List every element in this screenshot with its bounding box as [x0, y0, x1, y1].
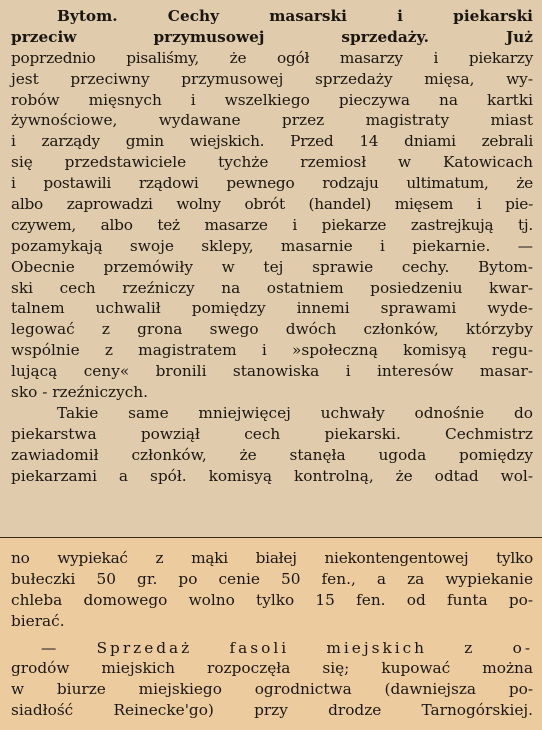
body-line: grodów miejskich rozpoczęła się; kupować można: [11, 659, 533, 678]
body-line: poprzednio pisaliśmy, że ogół masarzy i piekarzy: [11, 48, 533, 67]
body-line: Obecnie przemówiły w tej sprawie cechy. Bytom-: [11, 257, 533, 276]
body-line: wspólnie z magistratem i »społeczną komisyą regu-: [11, 341, 533, 360]
body-line: no wypiekać z mąki białej niekontengentowej tylko: [11, 549, 533, 567]
body-line: chleba domowego wolno tylko 15 fen. od funta po-: [11, 590, 533, 609]
headline-line: przeciw przymusowej sprzedaży. Już: [11, 27, 533, 46]
body-line: talnem uchwalił pomiędzy innemi sprawami wyde-: [11, 299, 533, 318]
article-column-bottom: [0, 538, 542, 730]
body-line: jest przeciwny przymusowej sprzedaży mięsa, wy-: [11, 69, 533, 88]
body-line: ski cech rzeźniczy na ostatniem posiedzeniu kwar-: [11, 278, 533, 297]
body-line: bułeczki 50 gr. po cenie 50 fen., a za wypiekanie: [11, 569, 533, 588]
headline-line: Bytom. Cechy masarski i piekarski: [57, 7, 533, 25]
body-line: siadłość Reinecke'go) przy drodze Tarnogórskiej.: [11, 701, 533, 720]
body-line: sko - rzeźniczych.: [11, 383, 148, 402]
body-line: się przedstawiciele tychże rzemiosł w Katowicach: [11, 153, 533, 172]
body-line: Takie same mniejwięcej uchwały odnośnie do: [57, 403, 533, 422]
body-line: bierać.: [11, 611, 65, 630]
body-line: legować z grona swego dwóch członków, którzyby: [11, 320, 533, 339]
body-line: pozamykają swoje sklepy, masarnie i piekarnie. —: [11, 236, 533, 255]
body-line: piekarzami a spół. komisyą kontrolną, że odtad wol-: [11, 466, 533, 485]
body-line: albo zaprowadzi wolny obrót (handel) mięsem i pie-: [11, 195, 533, 214]
body-line: żywnościowe, wydawane przez magistraty miast: [11, 111, 533, 130]
body-line: robów mięsnych i wszelkiego pieczywa na kartki: [11, 90, 533, 109]
body-line: zawiadomił członków, że stanęła ugoda pomiędzy: [11, 445, 533, 464]
section-heading-line: — Sprzedaż fasoli miejskich z o-: [41, 638, 533, 657]
body-line: czywem, albo też masarze i piekarze zastrejkują tj.: [11, 215, 533, 234]
body-line: i postawili rządowi pewnego rodzaju ultimatum, że: [11, 174, 533, 193]
body-line: piekarstwa powziął cech piekarski. Cechmistrz: [11, 424, 533, 443]
body-line: i zarządy gmin wiejskich. Przed 14 dniami zebrali: [11, 132, 533, 151]
body-line: w biurze miejskiego ogrodnictwa (dawniejsza po-: [11, 680, 533, 699]
body-line: lującą ceny« bronili stanowiska i interesów masar-: [11, 362, 533, 381]
